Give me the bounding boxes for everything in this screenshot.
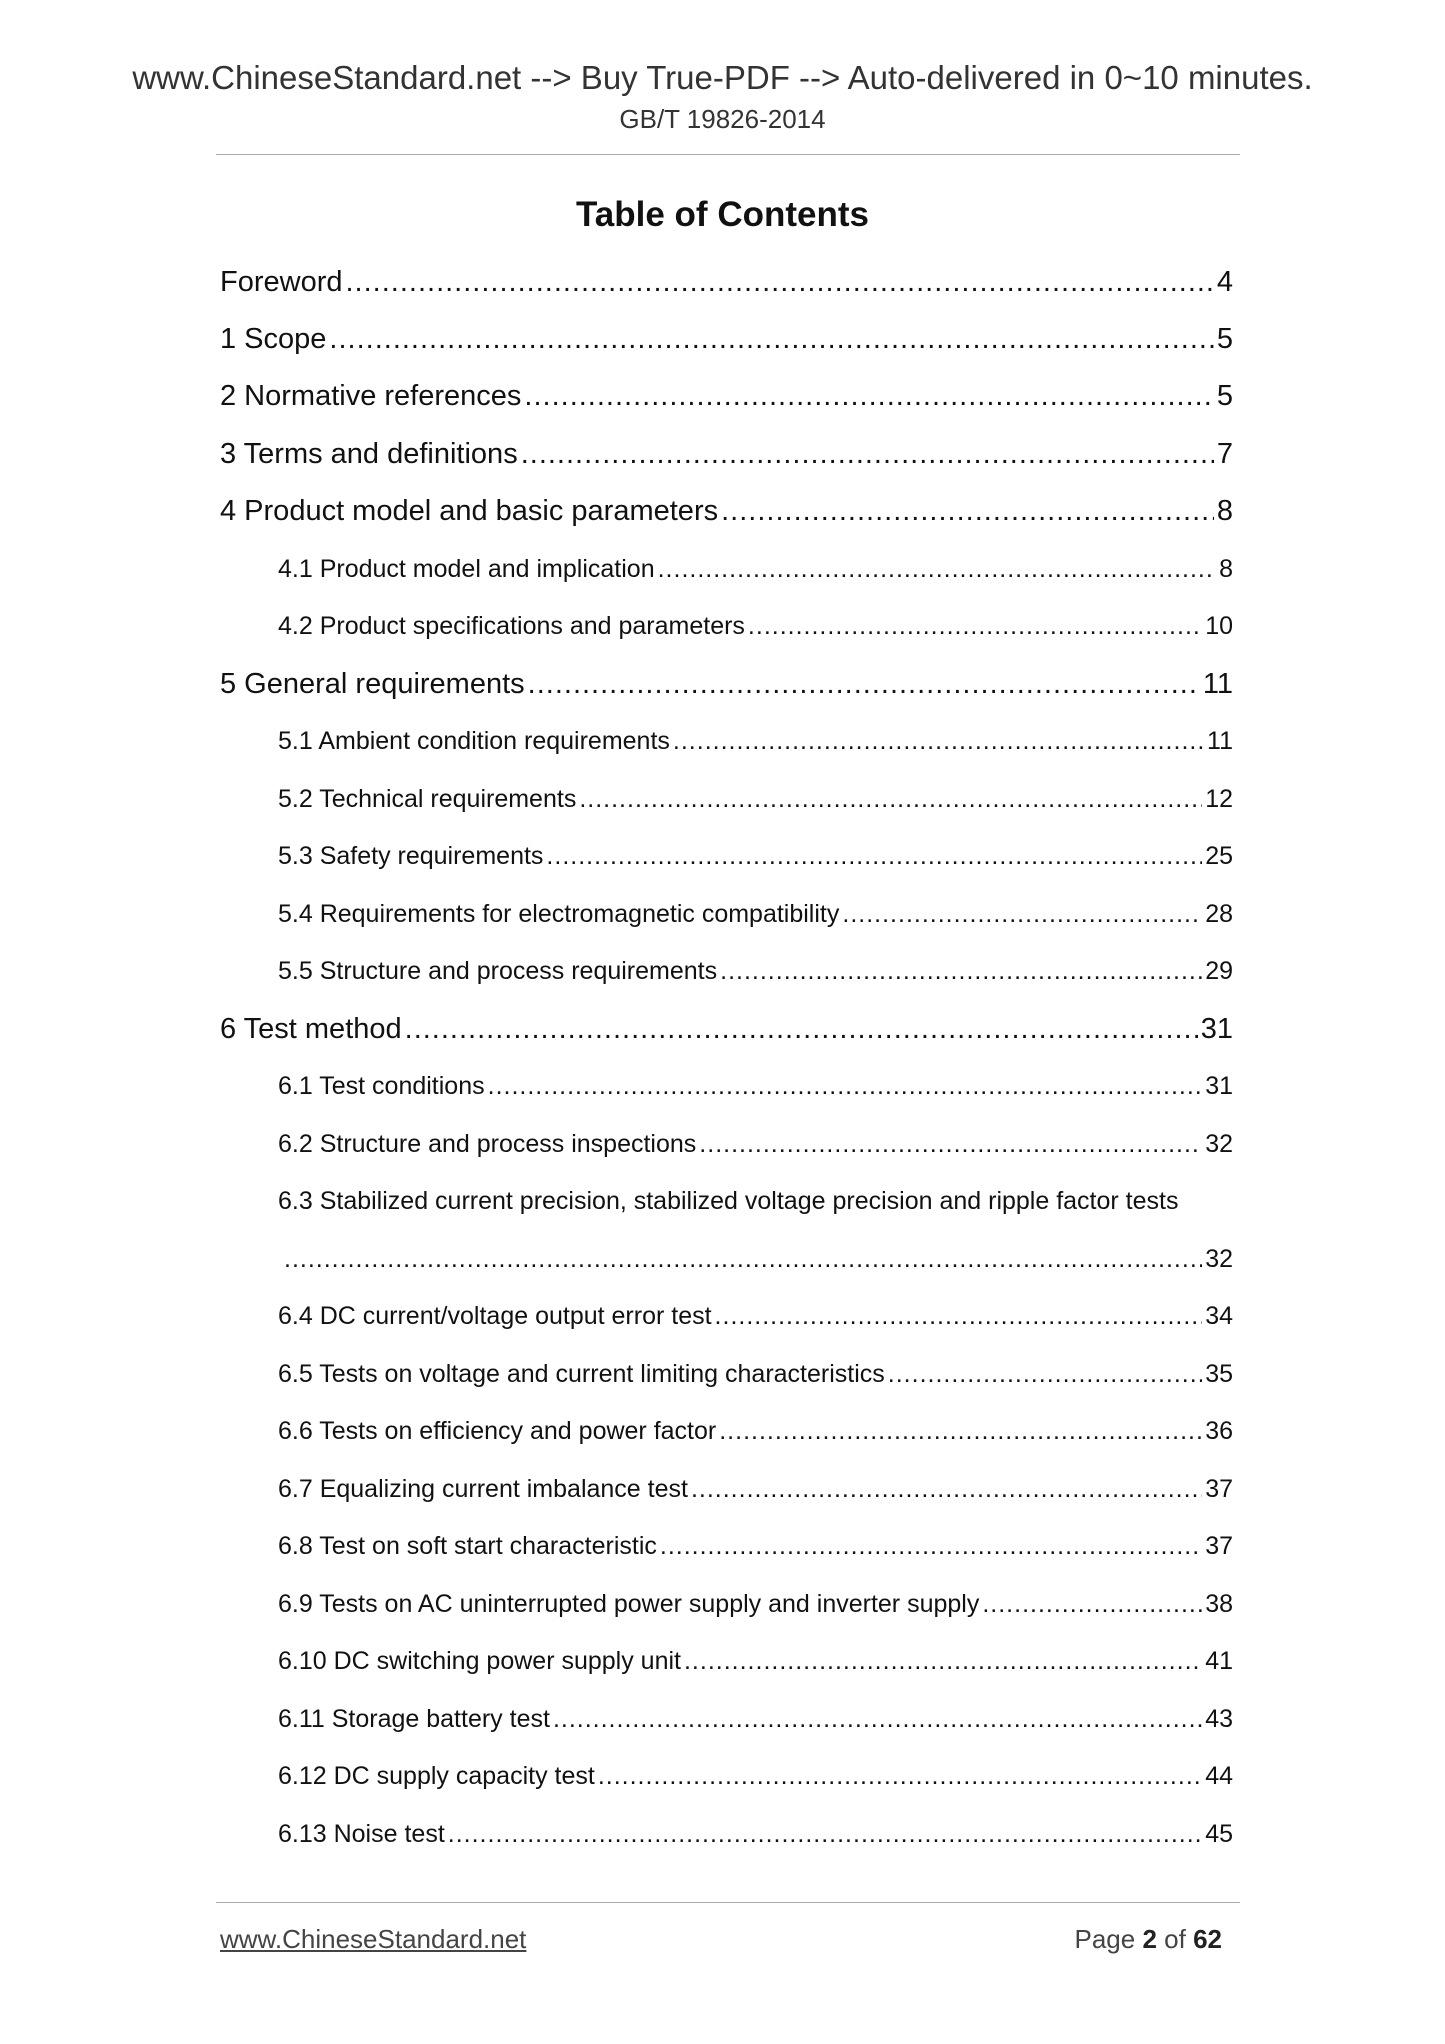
toc-entry-page: 12 [1205, 785, 1233, 813]
toc-leader-dots [521, 434, 1214, 474]
toc-entry-text: 4.2 Product specifications and parameters [278, 612, 745, 640]
toc-leader-dots [982, 1584, 1202, 1624]
toc-leader-dots [524, 376, 1213, 416]
toc-leader-dots [715, 1296, 1203, 1336]
toc-entry-page: 8 [1216, 495, 1233, 527]
toc-entry-foreword[interactable] [220, 262, 1233, 302]
toc-entry-6-12[interactable] [278, 1756, 1233, 1796]
footer-divider [216, 1902, 1240, 1903]
toc-entry-page: 32 [1205, 1245, 1233, 1273]
toc-entry-page: 7 [1216, 438, 1233, 470]
toc-entry-6-6[interactable] [278, 1411, 1233, 1451]
toc-entry-text: 6.1 Test conditions [278, 1072, 485, 1100]
toc-leader-dots [719, 1411, 1202, 1451]
toc-entry-6-13[interactable] [278, 1814, 1233, 1854]
toc-entry-page: 8 [1219, 555, 1233, 583]
toc-entry-text: 6.8 Test on soft start characteristic [278, 1532, 657, 1560]
toc-leader-dots [721, 491, 1214, 531]
toc-entry-6-11[interactable] [278, 1699, 1233, 1739]
toc-entry-terms-and-definitions[interactable] [220, 434, 1233, 474]
toc-entry-text: Foreword [220, 266, 343, 298]
toc-entry-4-2[interactable] [278, 606, 1233, 646]
toc-entry-text: 6.2 Structure and process inspections [278, 1130, 697, 1158]
toc-entry-product-model[interactable] [220, 491, 1233, 531]
toc-entry-5-2[interactable] [278, 779, 1233, 819]
toc-entry-text: 1 Scope [220, 323, 327, 355]
toc-leader-dots [684, 1641, 1202, 1681]
toc-entry-page: 5 [1216, 323, 1233, 355]
toc-entry-page: 34 [1205, 1302, 1233, 1330]
toc-entry-page: 31 [1205, 1072, 1233, 1100]
footer-website-link[interactable]: www.ChineseStandard.net [220, 1924, 527, 1954]
toc-entry-text: 5.1 Ambient condition requirements [278, 727, 670, 755]
toc-entry-6-10[interactable] [278, 1641, 1233, 1681]
page-label: Page [1074, 1924, 1136, 1954]
toc-entry-text: 6.12 DC supply capacity test [278, 1762, 595, 1790]
toc-entry-page: 5 [1216, 380, 1233, 412]
toc-leader-dots [284, 1239, 1202, 1279]
toc-entry-6-9[interactable] [278, 1584, 1233, 1624]
toc-entry-page: 43 [1205, 1705, 1233, 1733]
page-current: 2 [1142, 1924, 1157, 1954]
toc-leader-dots [405, 1009, 1198, 1049]
toc-entry-6-4[interactable] [278, 1296, 1233, 1336]
toc-leader-dots [691, 1469, 1202, 1509]
toc-leader-dots [720, 951, 1202, 991]
toc-entry-6-3-continuation[interactable] [278, 1239, 1233, 1279]
toc-entry-6-3[interactable] [278, 1181, 1248, 1221]
toc-entry-5-1[interactable] [278, 721, 1233, 761]
toc-entry-5-5[interactable] [278, 951, 1233, 991]
toc-leader-dots [448, 1814, 1202, 1854]
toc-entry-page: 29 [1205, 957, 1233, 985]
toc-entry-page: 41 [1205, 1647, 1233, 1675]
toc-entry-4-1[interactable] [278, 549, 1233, 589]
toc-entry-text: 6.13 Noise test [278, 1820, 445, 1848]
toc-leader-dots [748, 606, 1202, 646]
toc-entry-general-requirements[interactable] [220, 664, 1233, 704]
toc-leader-dots [888, 1354, 1202, 1394]
toc-entry-text: 3 Terms and definitions [220, 438, 518, 470]
toc-entry-text: 6.4 DC current/voltage output error test [278, 1302, 712, 1330]
toc-entry-text: 6.6 Tests on efficiency and power factor [278, 1417, 717, 1445]
toc-leader-dots [488, 1066, 1203, 1106]
toc-leader-dots [346, 262, 1214, 302]
toc-entry-text: 5.2 Technical requirements [278, 785, 577, 813]
toc-leader-dots [329, 319, 1213, 359]
toc-entry-text: 6.11 Storage battery test [278, 1705, 550, 1733]
header-banner: www.ChineseStandard.net --> Buy True-PDF --> Auto-delivered in 0~10 minutes. [132, 59, 1313, 96]
toc-entry-text: 6.5 Tests on voltage and current limiting characteristics [278, 1360, 885, 1388]
toc-entry-page: 37 [1205, 1475, 1233, 1503]
toc-entry-text: 4.1 Product model and implication [278, 555, 655, 583]
toc-entry-page: 28 [1205, 900, 1233, 928]
toc-entry-page: 45 [1205, 1820, 1233, 1848]
page-title: Table of Contents [576, 195, 869, 234]
toc-entry-text: 6.10 DC switching power supply unit [278, 1647, 681, 1675]
toc-entry-normative-references[interactable] [220, 376, 1233, 416]
standard-code: GB/T 19826-2014 [619, 104, 826, 134]
toc-entry-page: 25 [1205, 842, 1233, 870]
toc-entry-test-method[interactable] [220, 1009, 1233, 1049]
toc-leader-dots [579, 779, 1202, 819]
toc-entry-page: 31 [1200, 1013, 1233, 1045]
toc-entry-page: 36 [1205, 1417, 1233, 1445]
toc-leader-dots [673, 721, 1204, 761]
toc-entry-6-2[interactable] [278, 1124, 1233, 1164]
toc-entry-6-1[interactable] [278, 1066, 1233, 1106]
toc-leader-dots [546, 836, 1202, 876]
page-of-label: of [1164, 1924, 1186, 1954]
toc-leader-dots [842, 894, 1202, 934]
toc-leader-dots [660, 1526, 1202, 1566]
toc-entry-text: 4 Product model and basic parameters [220, 495, 719, 527]
toc-entry-6-8[interactable] [278, 1526, 1233, 1566]
toc-entry-scope[interactable] [220, 319, 1233, 359]
toc-entry-page: 44 [1205, 1762, 1233, 1790]
toc-entry-text: 6.3 Stabilized current precision, stabilized voltage precision and ripple factor tests [278, 1187, 1179, 1215]
toc-entry-page: 11 [1207, 727, 1233, 755]
toc-entry-6-7[interactable] [278, 1469, 1233, 1509]
toc-entry-text: 6.7 Equalizing current imbalance test [278, 1475, 688, 1503]
toc-leader-dots [553, 1699, 1202, 1739]
page-total: 62 [1193, 1924, 1222, 1954]
toc-leader-dots [598, 1756, 1202, 1796]
toc-entry-text: 5 General requirements [220, 668, 525, 700]
toc-entry-page: 38 [1205, 1590, 1233, 1618]
toc-entry-text: 2 Normative references [220, 380, 522, 412]
toc-leader-dots [699, 1124, 1202, 1164]
toc-entry-text: 6 Test method [220, 1013, 402, 1045]
page-number [1074, 1922, 1222, 1956]
toc-entry-6-5[interactable] [278, 1354, 1233, 1394]
toc-entry-page: 10 [1205, 612, 1233, 640]
toc-entry-page: 37 [1205, 1532, 1233, 1560]
toc-entry-text: 5.5 Structure and process requirements [278, 957, 718, 985]
toc-entry-text: 6.9 Tests on AC uninterrupted power supply and inverter supply [278, 1590, 980, 1618]
toc-entry-page: 11 [1202, 668, 1233, 700]
toc-entry-text: 5.3 Safety requirements [278, 842, 544, 870]
toc-entry-page: 4 [1216, 266, 1233, 298]
toc-entry-text: 5.4 Requirements for electromagnetic compatibility [278, 900, 840, 928]
toc-leader-dots [658, 549, 1216, 589]
toc-entry-5-3[interactable] [278, 836, 1233, 876]
toc-leader-dots [528, 664, 1200, 704]
toc-entry-5-4[interactable] [278, 894, 1233, 934]
toc-entry-page: 35 [1205, 1360, 1233, 1388]
toc-entry-page: 32 [1205, 1130, 1233, 1158]
